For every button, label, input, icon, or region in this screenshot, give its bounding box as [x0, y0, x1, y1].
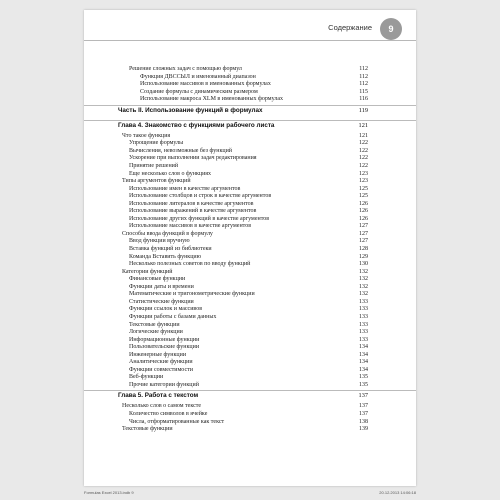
toc-entry-page: 122 — [359, 155, 368, 162]
toc-entry-title: Статистические функции — [129, 298, 194, 305]
toc-divider — [84, 105, 416, 106]
toc-entry-page: 135 — [359, 374, 368, 381]
toc-entry-title: Математические и тригонометрические функции — [129, 291, 255, 298]
toc-entry-title: Функции работы с базами данных — [129, 313, 217, 320]
toc-entry-title: Часть II. Использование функций в формулах — [118, 106, 263, 114]
toc-entry-title: Аналитические функции — [129, 359, 193, 366]
toc-entry-title: Количество символов в ячейке — [129, 411, 208, 417]
toc-entry — [84, 425, 416, 433]
toc-entry-title: Команда Вставить функцию — [129, 253, 202, 260]
toc-entry-page: 134 — [359, 344, 368, 351]
toc-entry-title: Упрощение формулы — [129, 140, 184, 147]
toc-entry-page: 127 — [359, 223, 368, 230]
toc-entry-title: Использование макроса XLM в именованных формулах — [140, 96, 283, 103]
toc-entry-title: Использование других функций в качестве аргументов — [129, 215, 270, 222]
toc-entry-title: Функции совместимости — [129, 366, 193, 373]
toc-entry-page: 123 — [359, 178, 368, 185]
toc-entry-title: Финансовые функции — [129, 276, 186, 283]
page-footer — [84, 490, 416, 498]
toc-entry-page: 133 — [359, 306, 368, 313]
toc-entry-title: Способы ввода функций в формулу — [122, 230, 213, 237]
toc-entry-page: 116 — [359, 96, 368, 103]
page-number-badge: 9 — [380, 18, 402, 40]
toc-entry-page: 126 — [359, 200, 368, 207]
toc-entry-page: 122 — [359, 147, 368, 154]
running-header: Содержание — [328, 23, 372, 32]
toc-entry-title: Информационные функции — [129, 336, 200, 343]
toc-entry-title: Вставка функций из библиотеки — [129, 246, 212, 252]
toc-entry-page: 119 — [358, 106, 368, 114]
toc-entry-page: 133 — [359, 336, 368, 343]
header-rule — [84, 40, 416, 41]
toc-entry-page: 125 — [359, 185, 368, 192]
toc-entry-page: 128 — [359, 246, 368, 252]
toc-entry-title: Принятие решений — [129, 162, 179, 169]
toc-entry-page: 133 — [359, 313, 368, 320]
toc-entry-page: 134 — [359, 359, 368, 366]
toc-entry-page: 129 — [359, 253, 368, 260]
toc-divider — [84, 120, 416, 121]
toc-entry-page: 126 — [359, 215, 368, 222]
toc-entry-title: Ускорение при выполнении задач редактирования — [129, 155, 257, 162]
toc-entry-page: 133 — [359, 329, 368, 336]
toc-entry-page: 137 — [359, 411, 368, 417]
toc-entry-title: Логические функции — [129, 329, 183, 336]
toc-entry-page: 112 — [359, 73, 368, 80]
toc-entry-title: Функции даты и времени — [129, 283, 194, 290]
toc-entry-page: 115 — [359, 88, 368, 95]
toc-entry-page: 139 — [359, 426, 368, 433]
toc-entry-title: Прочие категории функций — [129, 381, 199, 388]
toc-entry-title: Использование столбцов и строк в качестве аргументов — [129, 193, 272, 200]
toc-entry-title: Ввод функции вручную — [129, 238, 190, 245]
toc-entry-title: Глава 5. Работа с текстом — [118, 392, 199, 400]
toc-entry-title: Текстовые функции — [122, 426, 173, 433]
toc-entry-title: Использование литералов в качестве аргументов — [129, 200, 254, 207]
toc-entry-page: 127 — [359, 238, 368, 245]
toc-chapter-heading — [84, 122, 416, 130]
toc-entry-title: Категории функций — [122, 268, 173, 275]
toc-chapter-heading — [84, 392, 416, 400]
toc-entry-page: 112 — [359, 66, 368, 72]
toc-entry-page: 137 — [359, 403, 368, 410]
toc-entry-page: 125 — [359, 193, 368, 200]
toc-entry-title: Веб-функции — [129, 374, 164, 381]
toc-entry-title: Создание формулы с динамическим размером — [140, 88, 258, 95]
toc-entry-title: Несколько полезных советов по вводу функций — [129, 261, 251, 268]
document-page — [84, 10, 416, 486]
toc-entry-page: 132 — [359, 268, 368, 275]
toc-entry-title: Вычисления, невозможные без функций — [129, 147, 232, 154]
toc-entry-page: 138 — [359, 418, 368, 425]
toc-entry-page: 121 — [358, 121, 368, 129]
toc-entry-title: Инженерные функции — [129, 351, 187, 358]
toc-entry-page: 133 — [359, 321, 368, 328]
toc-entry-page: 137 — [358, 392, 368, 400]
toc-entry-title: Типы аргументов функций — [122, 178, 191, 185]
footer-file: Formulas Excel 2013.indb 9 — [84, 490, 134, 495]
footer-timestamp: 20.12.2013 14:06:18 — [379, 490, 416, 495]
toc-entry-title: Функции ссылок и массивов — [129, 306, 203, 313]
toc-entry-title: Решение сложных задач с помощью формул — [129, 66, 242, 72]
toc-entry-title: Глава 4. Знакомство с функциями рабочего листа — [118, 121, 275, 129]
toc-entry-page: 121 — [359, 132, 368, 139]
toc-entry-page: 112 — [359, 81, 368, 88]
toc-entry-page: 133 — [359, 298, 368, 305]
toc-entry — [84, 381, 416, 389]
toc-entry-title: Использование выражений в качестве аргументов — [129, 208, 257, 215]
toc-entry-page: 127 — [359, 230, 368, 237]
toc-entry-title: Несколько слов о самом тексте — [122, 403, 202, 410]
toc-entry-page: 126 — [359, 208, 368, 215]
toc-entry-page: 132 — [359, 276, 368, 283]
toc-entry-page: 123 — [359, 170, 368, 177]
toc-entry-page: 135 — [359, 381, 368, 388]
toc-entry-page: 132 — [359, 291, 368, 298]
toc-entry-page: 130 — [359, 261, 368, 268]
toc-entry-title: Что такое функция — [122, 132, 171, 139]
toc-entry-title: Использование массивов в качестве аргументов — [129, 223, 252, 230]
toc-entry-page: 122 — [359, 162, 368, 169]
toc-entry — [84, 95, 416, 103]
toc-entry-title: Пользовательские функции — [129, 344, 200, 351]
toc-entry-page: 132 — [359, 283, 368, 290]
toc-entry-page: 122 — [359, 140, 368, 147]
toc-entry-title: Еще несколько слов о функциях — [129, 170, 212, 177]
toc-entry-page: 134 — [359, 366, 368, 373]
toc-part-heading — [84, 107, 416, 115]
toc-entry-title: Использование имен в качестве аргументов — [129, 185, 241, 192]
page-header — [84, 10, 416, 59]
toc-entry-page: 134 — [359, 351, 368, 358]
toc-entry-title: Числа, отформатированные как текст — [129, 418, 225, 425]
toc-entry-title: Использование массивов в именованных формулах — [140, 81, 271, 88]
toc-entry-title: Текстовые функции — [129, 321, 180, 328]
toc-entry-title: Функция ДВССЫЛ и именованный диапазон — [140, 73, 256, 80]
